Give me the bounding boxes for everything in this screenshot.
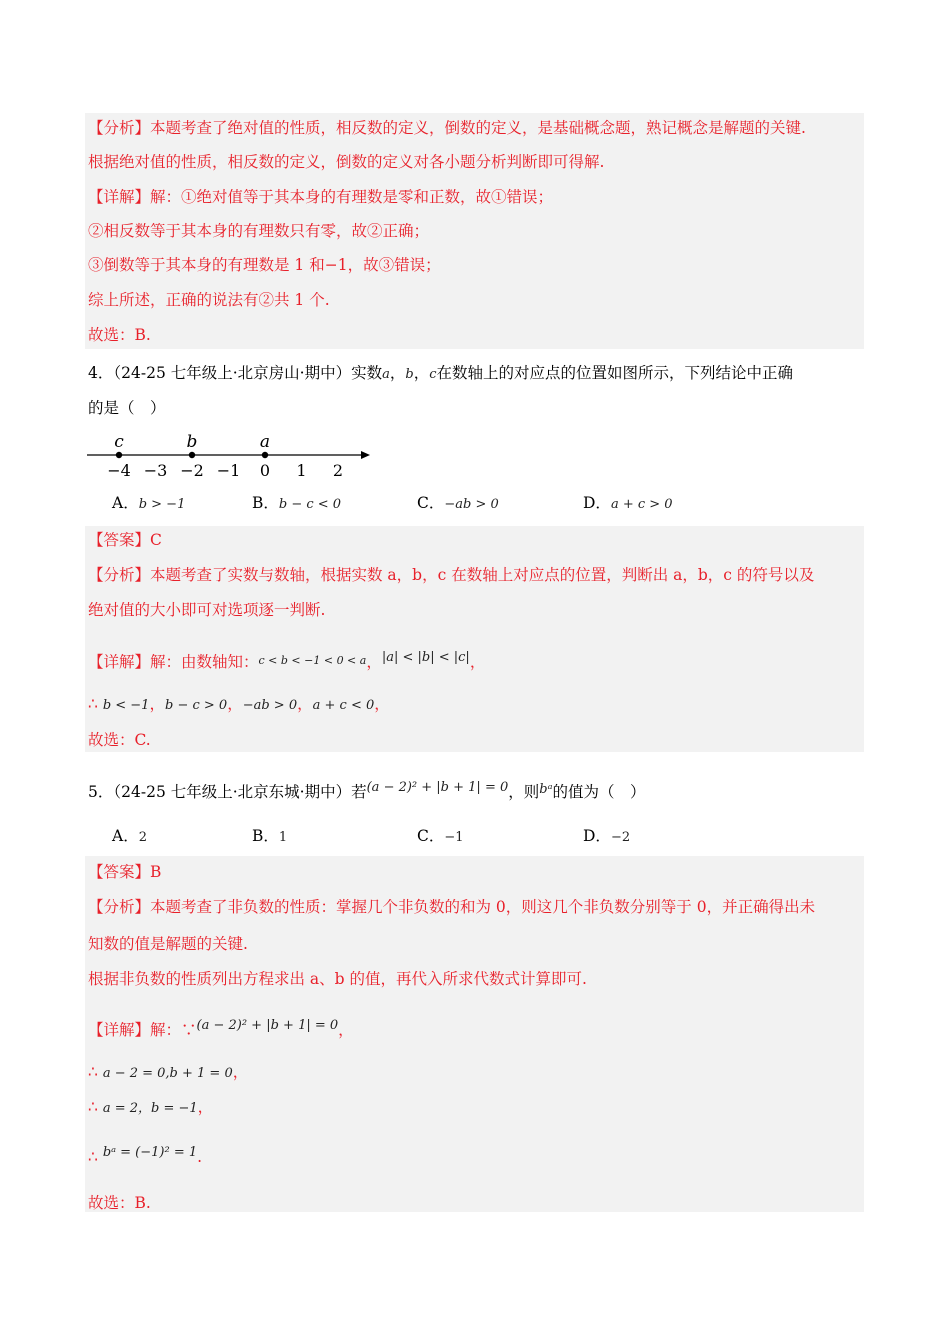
- q4-detail-expr2: |a| < |b| < |c|: [381, 650, 470, 665]
- q5-step3-expr: bᵃ = (−1)² = 1: [102, 1145, 198, 1160]
- number-line-point-c: [116, 452, 122, 458]
- option-expr: −2: [610, 830, 631, 845]
- q3-conclusion: 故选：B.: [88, 326, 151, 344]
- q5-option-b[interactable]: [252, 826, 287, 848]
- q5-stem-text2: ，则: [508, 783, 540, 801]
- q4-stem-line2: 的是（ ）: [88, 399, 166, 417]
- q5-number: 5．: [88, 783, 114, 801]
- option-expr: 1: [278, 830, 288, 845]
- q5-stem-expr2: bᵃ: [539, 782, 553, 797]
- q4-option-b[interactable]: [252, 493, 341, 515]
- q4-source: （24-25 七年级上·北京房山·期中）: [113, 364, 352, 382]
- comma: ，: [366, 653, 382, 671]
- q4-result-3: −ab > 0: [242, 698, 298, 713]
- q4-stem-text2: 在数轴上的对应点的位置如图所示，下列结论中正确: [436, 364, 794, 382]
- comma: ，: [227, 695, 243, 713]
- q4-answer: 【答案】C: [88, 531, 162, 549]
- q5-stem-text3: 的值为（ ）: [552, 783, 646, 801]
- option-label: A．: [112, 494, 139, 512]
- number-line-tick-label: −1: [216, 461, 241, 480]
- q5-stem-expr: (a − 2)² + |b + 1| = 0: [366, 780, 509, 795]
- q3-detail-line1: 【详解】解：①绝对值等于其本身的有理数是零和正数，故①错误；: [88, 188, 554, 206]
- q3-detail-line2: ②相反数等于其本身的有理数只有零，故②正确；: [88, 222, 430, 240]
- q4-detail-expr1: c < b < −1 < 0 < a: [258, 654, 367, 667]
- q4-var-c: c: [429, 367, 437, 382]
- option-expr: a + c > 0: [610, 497, 673, 512]
- q3-detail-line4: 综上所述，正确的说法有②共 1 个.: [88, 291, 330, 309]
- q4-solution-box: [85, 526, 864, 752]
- q4-stem-line1: [88, 363, 793, 385]
- number-line-point-label: b: [186, 432, 198, 452]
- q4-option-d[interactable]: [583, 493, 673, 515]
- q5-detail-expr: (a − 2)² + |b + 1| = 0: [196, 1018, 339, 1033]
- option-expr: −1: [444, 830, 464, 845]
- q5-step2: [88, 1097, 213, 1119]
- q5-step1: [88, 1062, 248, 1084]
- option-label: B．: [252, 827, 279, 845]
- option-expr: −ab > 0: [444, 497, 499, 512]
- q5-stem-text: 若: [351, 783, 367, 801]
- q5-step3: ∴ $^{bᵃ = (-1)^2 = 1}$.: [88, 1145, 203, 1166]
- q5-conclusion: 故选：B.: [88, 1194, 151, 1212]
- q4-number: 4．: [88, 364, 114, 382]
- q5-stem-line: [88, 778, 645, 802]
- q4-number-line: [85, 428, 375, 482]
- q5-option-a[interactable]: [112, 826, 147, 848]
- q5-option-c[interactable]: [417, 826, 464, 848]
- q4-result-line: [88, 694, 390, 716]
- q5-step1-expr: a − 2 = 0,b + 1 = 0: [102, 1066, 233, 1081]
- option-label: C．: [417, 494, 445, 512]
- comma: ，: [338, 1021, 354, 1039]
- q4-stem-text: 实数: [351, 364, 383, 382]
- comma: ，: [297, 695, 313, 713]
- q4-var-b: b: [405, 367, 414, 382]
- q4-analysis-line1: 【分析】本题考查了实数与数轴，根据实数 a，b，c 在数轴上对应点的位置，判断出 a，b，c 的符号以及: [88, 566, 815, 584]
- number-line-arrow: [361, 451, 370, 459]
- q4-option-a[interactable]: [112, 493, 185, 515]
- q5-option-d[interactable]: [583, 826, 630, 848]
- q3-analysis-line2: 根据绝对值的性质，相反数的定义，倒数的定义对各小题分析判断即可得解.: [88, 153, 605, 171]
- option-expr: 2: [138, 830, 147, 845]
- q4-conclusion: 故选：C.: [88, 731, 151, 749]
- comma: ，: [149, 695, 165, 713]
- q5-detail-line: [88, 1016, 354, 1040]
- q4-analysis-line2: 绝对值的大小即可对选项逐一判断.: [88, 601, 326, 619]
- option-label: C．: [417, 827, 445, 845]
- q4-sep: ，: [413, 364, 430, 382]
- q5-analysis-line1: 【分析】本题考查了非负数的性质：掌握几个非负数的和为 0，则这几个非负数分别等于 0，并正确得出未: [88, 898, 816, 916]
- q4-detail-prefix: 【详解】解：由数轴知：: [88, 653, 259, 671]
- option-expr: b − c < 0: [278, 497, 342, 512]
- q4-result-1: b < −1: [102, 698, 150, 713]
- q5-analysis-line2: 知数的值是解题的关键.: [88, 935, 248, 953]
- option-label: A．: [112, 827, 139, 845]
- therefore-symbol: ∴: [88, 1148, 98, 1166]
- q5-step2-expr: a = 2，b = −1: [102, 1101, 198, 1116]
- number-line-point-label: a: [259, 432, 271, 452]
- q5-analysis-line3: 根据非负数的性质列出方程求出 a、b 的值，再代入所求代数式计算即可.: [88, 970, 587, 988]
- number-line-tick-label: 2: [332, 461, 344, 480]
- therefore-symbol: ∴: [88, 695, 98, 713]
- option-label: D．: [583, 827, 611, 845]
- number-line-tick-label: −4: [107, 461, 131, 480]
- number-line-tick-label: −3: [143, 461, 168, 480]
- q4-result-4: a + c < 0: [312, 698, 375, 713]
- comma: ，: [232, 1063, 249, 1081]
- option-label: B．: [252, 494, 279, 512]
- q4-var-a: a: [382, 367, 390, 382]
- number-line-tick-label: 0: [259, 461, 271, 480]
- q3-detail-line3: ③倒数等于其本身的有理数是 1 和−1，故③错误；: [88, 256, 441, 274]
- q4-sep: ，: [389, 364, 406, 382]
- q4-detail-line: [88, 648, 485, 672]
- comma: ，: [374, 695, 390, 713]
- q5-detail-prefix: 【详解】解：∵: [88, 1021, 197, 1039]
- comma: ，: [469, 653, 486, 671]
- number-line-point-b: [189, 452, 195, 458]
- q4-result-2: b − c > 0: [164, 698, 228, 713]
- q4-option-c[interactable]: [417, 493, 499, 515]
- option-label: D．: [583, 494, 611, 512]
- q5-answer: 【答案】B: [88, 863, 162, 881]
- number-line-point-a: [262, 452, 268, 458]
- q5-source: （24-25 七年级上·北京东城·期中）: [113, 783, 352, 801]
- number-line-tick-label: 1: [296, 461, 307, 480]
- option-expr: b > −1: [138, 497, 186, 512]
- number-line-point-label: c: [114, 432, 124, 452]
- comma: ，: [197, 1098, 214, 1116]
- number-line-tick-label: −2: [180, 461, 204, 480]
- q3-analysis-line1: 【分析】本题考查了绝对值的性质，相反数的定义，倒数的定义，是基础概念题，熟记概念是解题的关键.: [88, 119, 806, 137]
- therefore-symbol: ∴: [88, 1098, 98, 1116]
- therefore-symbol: ∴: [88, 1063, 98, 1081]
